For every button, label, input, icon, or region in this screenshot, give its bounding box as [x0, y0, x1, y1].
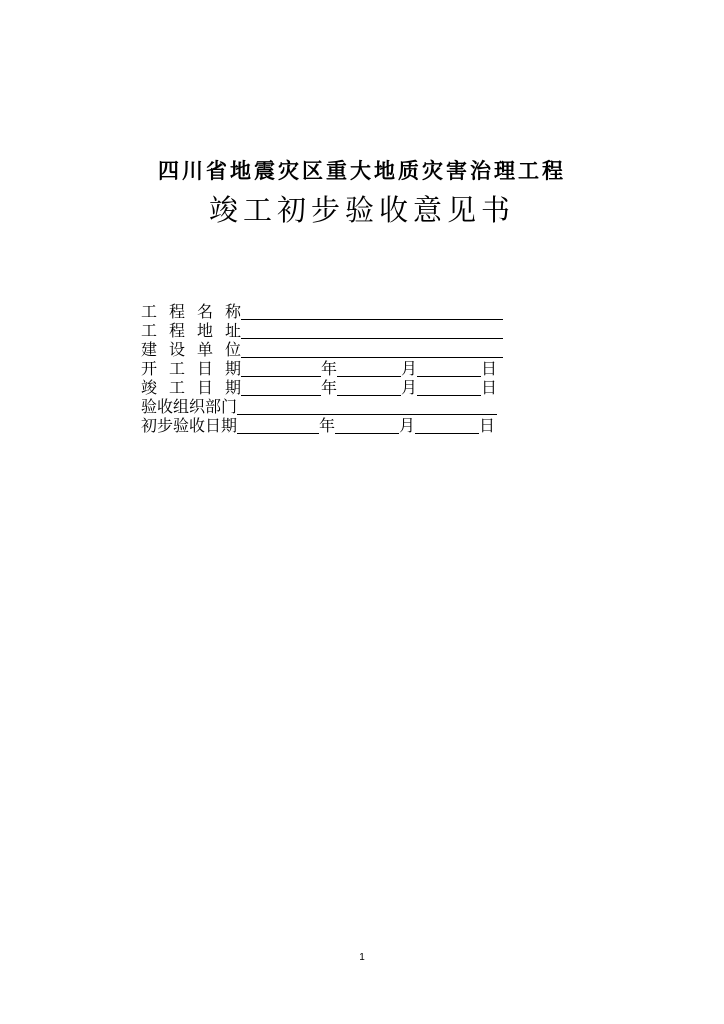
label-char: 程	[168, 302, 185, 321]
label-char: 位	[224, 340, 241, 359]
start-year-blank[interactable]	[241, 360, 321, 377]
month-unit: 月	[401, 378, 418, 397]
label-char: 工	[168, 378, 185, 397]
completion-day-blank[interactable]	[417, 379, 481, 396]
preliminary-year-blank[interactable]	[237, 417, 319, 434]
label-char: 址	[224, 321, 241, 340]
label-char: 开	[141, 359, 158, 378]
acceptance-dept-label: 验收组织部门	[141, 397, 238, 416]
acceptance-dept-row	[141, 397, 503, 416]
day-unit: 日	[479, 416, 496, 435]
construction-unit-label	[141, 340, 241, 359]
label-char: 工	[141, 302, 158, 321]
label-char: 程	[168, 321, 185, 340]
year-unit: 年	[319, 416, 336, 435]
preliminary-day-blank[interactable]	[415, 417, 479, 434]
preliminary-date-row	[141, 416, 503, 435]
year-unit: 年	[321, 359, 338, 378]
label-char: 竣	[141, 378, 158, 397]
start-date-label	[141, 359, 241, 378]
label-char: 建	[141, 340, 158, 359]
label-char: 期	[224, 359, 241, 378]
label-char: 设	[168, 340, 185, 359]
month-unit: 月	[401, 359, 418, 378]
preliminary-date-label: 初步验收日期	[141, 416, 238, 435]
project-address-label	[141, 321, 241, 340]
project-name-label	[141, 302, 241, 321]
day-unit: 日	[481, 359, 498, 378]
acceptance-dept-blank[interactable]	[237, 398, 497, 415]
day-unit: 日	[481, 378, 498, 397]
page-number: 1	[359, 952, 365, 963]
construction-unit-blank[interactable]	[241, 341, 503, 358]
label-char: 日	[196, 378, 213, 397]
start-month-blank[interactable]	[337, 360, 401, 377]
year-unit: 年	[321, 378, 338, 397]
completion-date-row	[141, 378, 503, 397]
start-day-blank[interactable]	[417, 360, 481, 377]
label-char: 期	[224, 378, 241, 397]
label-char: 地	[196, 321, 213, 340]
project-name-row	[141, 302, 503, 321]
completion-date-label	[141, 378, 241, 397]
label-char: 称	[224, 302, 241, 321]
construction-unit-row	[141, 340, 503, 359]
preliminary-month-blank[interactable]	[335, 417, 399, 434]
document-title-line2: 竣工初步验收意见书	[208, 193, 515, 227]
info-form	[141, 302, 503, 435]
label-char: 工	[168, 359, 185, 378]
month-unit: 月	[399, 416, 416, 435]
label-char: 日	[196, 359, 213, 378]
label-char: 工	[141, 321, 158, 340]
start-date-row	[141, 359, 503, 378]
completion-month-blank[interactable]	[337, 379, 401, 396]
label-char: 名	[196, 302, 213, 321]
label-char: 单	[196, 340, 213, 359]
completion-year-blank[interactable]	[241, 379, 321, 396]
project-name-blank[interactable]	[241, 303, 503, 320]
document-title-line1: 四川省地震灾区重大地质灾害治理工程	[158, 159, 566, 183]
project-address-row	[141, 321, 503, 340]
project-address-blank[interactable]	[241, 322, 503, 339]
